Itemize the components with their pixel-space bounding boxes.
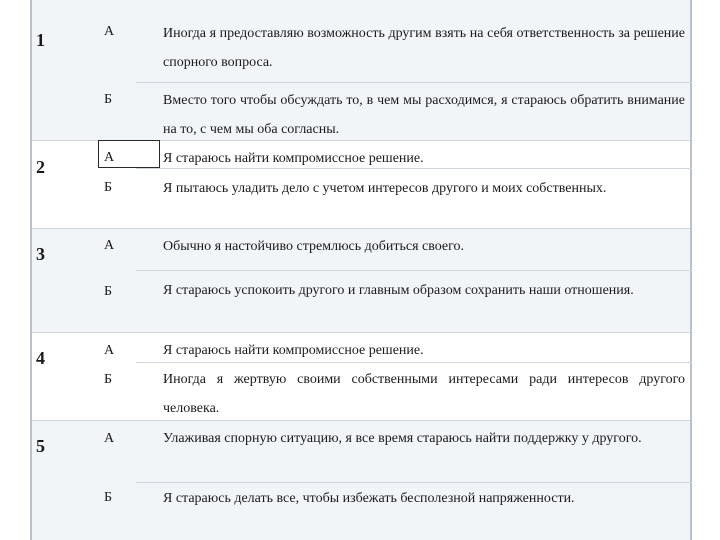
option-a-letter: А	[104, 150, 115, 165]
selected-cell-outline[interactable]	[98, 140, 160, 168]
item-number: 5	[36, 436, 45, 456]
option-b-text: Иногда я жертвую своими собственными интересами ради интересов другого человека.	[163, 372, 685, 416]
option-a-letter: А	[104, 431, 115, 446]
item-number: 4	[36, 348, 45, 368]
table-row-item-1	[32, 0, 690, 140]
item-number: 3	[36, 244, 45, 264]
option-b-text: Я стараюсь делать все, чтобы избежать бесполезной напряженности.	[163, 491, 575, 506]
option-b-text: Я стараюсь успокоить другого и главным образом сохранить наши отношения.	[163, 283, 634, 298]
table-row-item-4	[32, 332, 690, 420]
questionnaire-table	[32, 0, 690, 540]
row-divider	[136, 82, 692, 83]
item-separator	[32, 332, 690, 333]
item-number: 1	[36, 30, 45, 50]
item-number: 2	[36, 157, 45, 177]
option-a-letter: А	[104, 238, 115, 253]
row-divider	[136, 270, 692, 271]
item-separator	[32, 420, 690, 421]
option-a-text: Улаживая спорную ситуацию, я все время стараюсь найти поддержку у другого.	[163, 431, 642, 446]
row-divider	[136, 168, 692, 169]
item-separator	[32, 228, 690, 229]
option-b-text: Я пытаюсь уладить дело с учетом интересов другого и моих собственных.	[163, 181, 607, 196]
table-row-item-5	[32, 420, 690, 540]
option-a-text: Обычно я настойчиво стремлюсь добиться своего.	[163, 239, 465, 254]
row-divider	[136, 362, 692, 363]
option-b-letter: Б	[104, 180, 113, 195]
option-b-letter: Б	[104, 284, 113, 299]
option-a-letter: А	[104, 343, 115, 358]
option-b-letter: Б	[104, 372, 113, 387]
option-a-letter: А	[104, 24, 115, 39]
option-a-text: Я стараюсь найти компромиссное решение.	[163, 343, 424, 358]
option-b-text: Вместо того чтобы обсуждать то, в чем мы расходимся, я стараюсь обратить внимание на то, с чем мы оба согласны.	[163, 93, 685, 137]
option-a-text: Иногда я предоставляю возможность другим взять на себя ответственность за решение спорного вопроса.	[163, 26, 685, 70]
option-b-letter: Б	[104, 490, 113, 505]
option-b-letter: Б	[104, 92, 113, 107]
option-a-text: Я стараюсь найти компромиссное решение.	[163, 151, 424, 166]
row-divider	[136, 482, 692, 483]
table-row-item-3	[32, 228, 690, 332]
